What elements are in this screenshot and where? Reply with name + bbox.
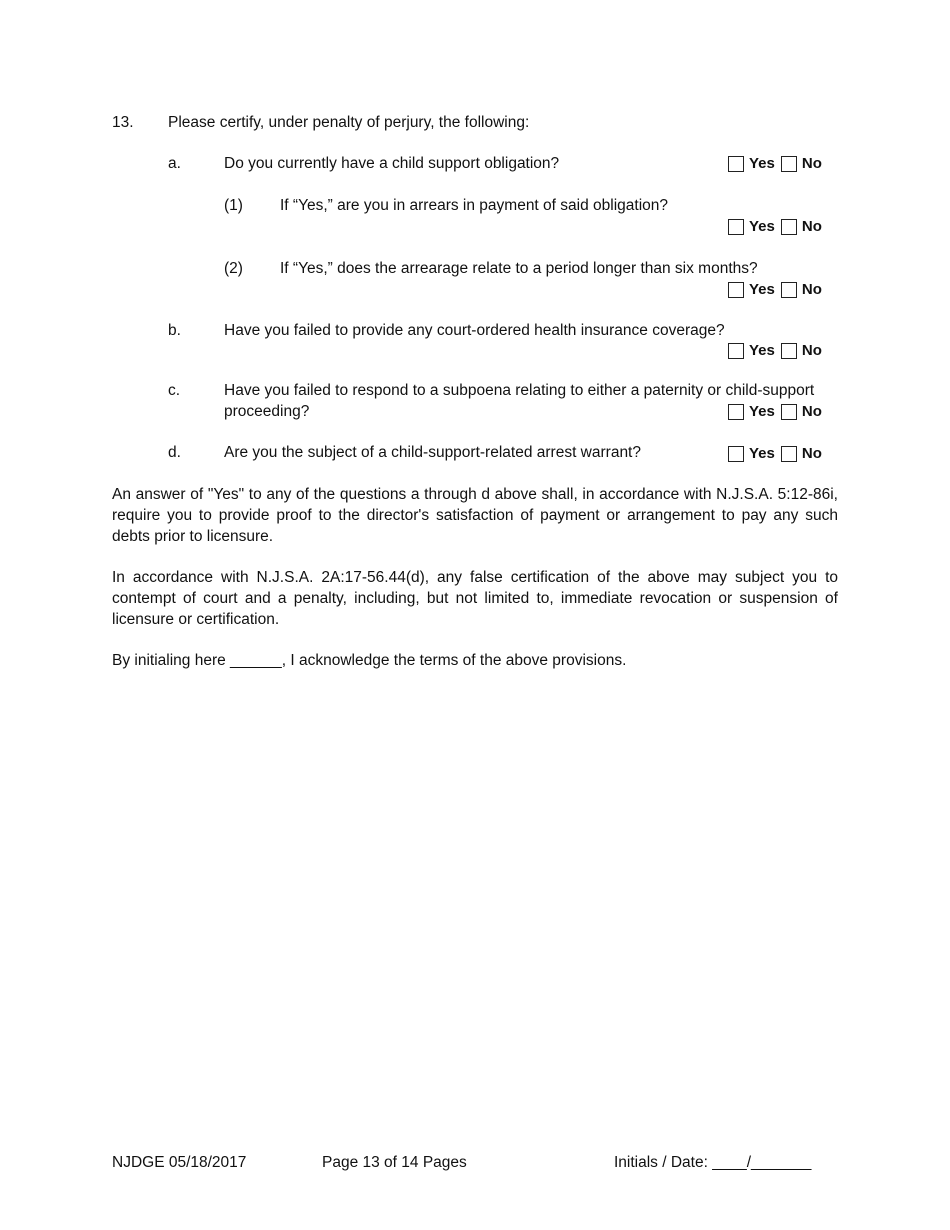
item-b-no-checkbox[interactable] [781, 343, 797, 359]
no-label: No [801, 281, 822, 298]
no-label: No [801, 445, 822, 462]
item-a1-yes-checkbox[interactable] [728, 219, 744, 235]
item-c-marker: c. [168, 382, 181, 399]
item-a-answer [728, 155, 828, 172]
yes-label: Yes [749, 155, 775, 172]
footer-form-id: NJDGE 05/18/2017 [112, 1154, 247, 1171]
item-a1-no-checkbox[interactable] [781, 219, 797, 235]
item-a-no-checkbox[interactable] [781, 156, 797, 172]
item-d-yes-checkbox[interactable] [728, 446, 744, 462]
item-a1-answer [728, 218, 828, 235]
item-a2-marker: (2) [224, 260, 243, 277]
item-a1-marker: (1) [224, 197, 243, 214]
no-label: No [801, 218, 822, 235]
item-a2-yes-checkbox[interactable] [728, 282, 744, 298]
item-c-text-line2: proceeding? [224, 403, 310, 420]
item-a-text: Do you currently have a child support obligation? [224, 155, 560, 172]
yes-label: Yes [749, 281, 775, 298]
false-certification-paragraph: In accordance with N.J.S.A. 2A:17-56.44(d), any false certification of the above may subject you to contempt of court and a penalty, including, but not limited to, immediate revocation or suspension of licensure or certification. [112, 569, 838, 628]
item-b-marker: b. [168, 322, 181, 339]
yes-label: Yes [749, 342, 775, 359]
item-b-yes-checkbox[interactable] [728, 343, 744, 359]
yes-label: Yes [749, 445, 775, 462]
item-d-text: Are you the subject of a child-support-related arrest warrant? [224, 444, 641, 461]
item-a1-text: If “Yes,” are you in arrears in payment of said obligation? [280, 197, 668, 214]
item-a2-answer [728, 281, 828, 298]
item-c-no-checkbox[interactable] [781, 404, 797, 420]
item-d-no-checkbox[interactable] [781, 446, 797, 462]
item-a-marker: a. [168, 155, 181, 172]
item-c-answer [728, 403, 828, 420]
item-c-yes-checkbox[interactable] [728, 404, 744, 420]
question-number: 13. [112, 114, 134, 131]
answer-notice-paragraph: An answer of "Yes" to any of the questions a through d above shall, in accordance with N.J.S.A. 5:12-86i, require you to provide proof to the director's satisfaction of payment or arrangement to pay any such debts prior to licensure. [112, 486, 838, 545]
item-a2-no-checkbox[interactable] [781, 282, 797, 298]
initialing-acknowledgement[interactable]: By initialing here ______, I acknowledge the terms of the above provisions. [112, 652, 627, 669]
item-d-answer [728, 445, 828, 462]
no-label: No [801, 155, 822, 172]
question-intro: Please certify, under penalty of perjury, the following: [168, 114, 530, 131]
no-label: No [801, 342, 822, 359]
item-b-text: Have you failed to provide any court-ordered health insurance coverage? [224, 322, 725, 339]
yes-label: Yes [749, 403, 775, 420]
item-c-text-line1: Have you failed to respond to a subpoena relating to either a paternity or child-support [224, 382, 815, 399]
item-a2-text: If “Yes,” does the arrearage relate to a period longer than six months? [280, 260, 758, 277]
item-a-yes-checkbox[interactable] [728, 156, 744, 172]
yes-label: Yes [749, 218, 775, 235]
item-b-answer [728, 342, 828, 359]
no-label: No [801, 403, 822, 420]
footer-page-number: Page 13 of 14 Pages [322, 1154, 467, 1171]
item-d-marker: d. [168, 444, 181, 461]
footer-initials-date[interactable]: Initials / Date: ____/_______ [614, 1154, 812, 1171]
